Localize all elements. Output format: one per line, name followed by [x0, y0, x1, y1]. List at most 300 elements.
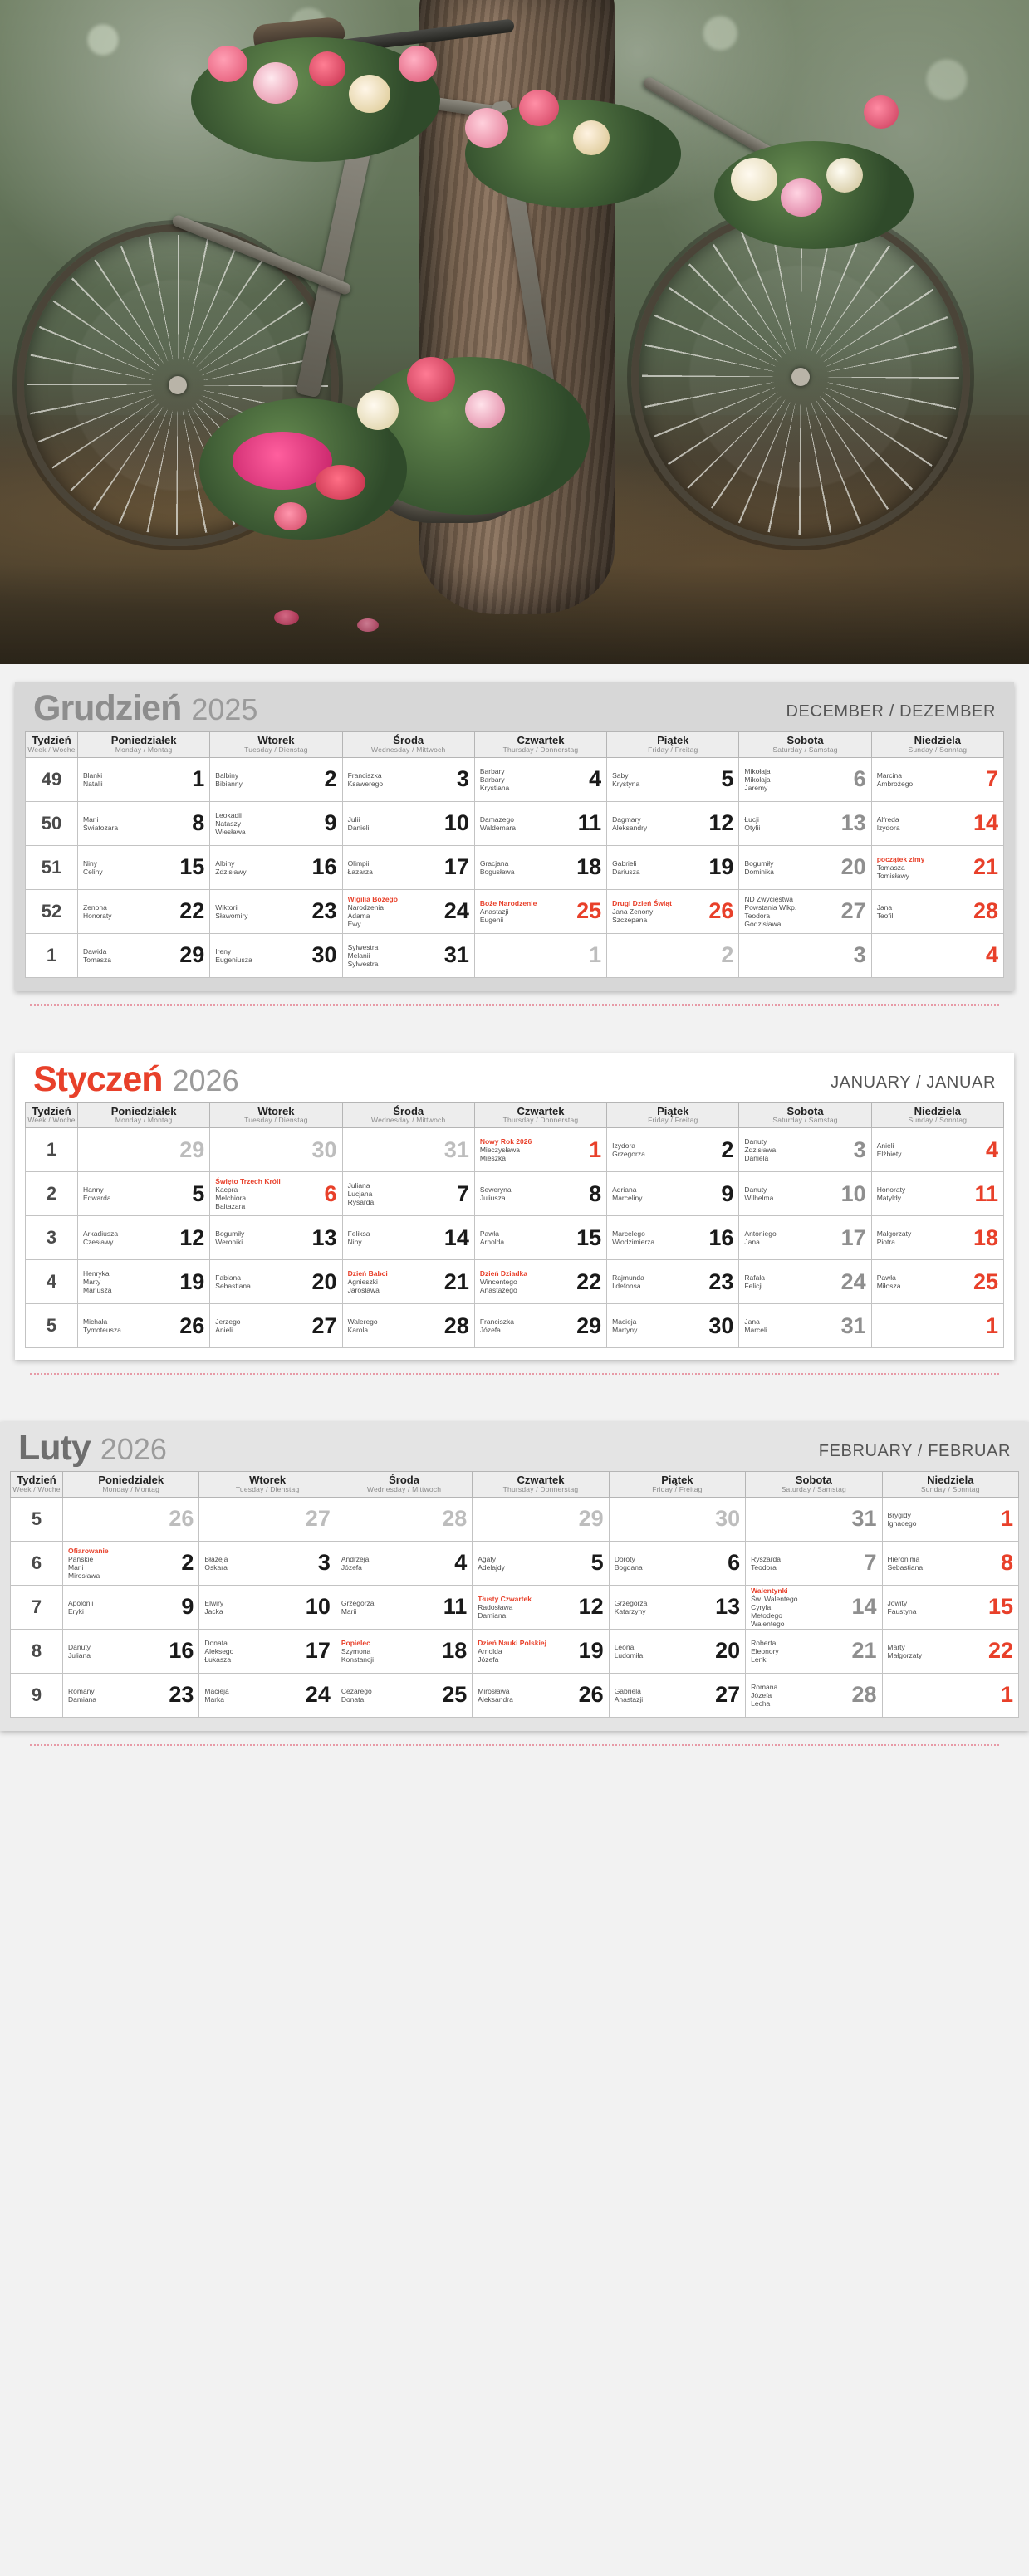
name-line: Sylwestra [347, 942, 379, 951]
name-line: Oskara [204, 1562, 228, 1572]
column-header-niedziela: Niedziela Sunday / Sonntag [882, 1472, 1018, 1498]
day-cell-inner [744, 1216, 865, 1259]
table-row [26, 1172, 1004, 1216]
day-names [888, 1555, 924, 1572]
day-number: 23 [708, 1268, 734, 1294]
day-cell-inner [877, 758, 998, 801]
name-line: Marka [204, 1694, 225, 1703]
day-cell-inner [204, 1542, 330, 1585]
day-cell-inner [744, 758, 865, 801]
wheel-hub [169, 376, 187, 394]
day-number: 1 [985, 1312, 998, 1338]
name-line: Mirosława [68, 1571, 100, 1580]
name-line: Marcina [876, 770, 902, 780]
name-line: Anieli [215, 1326, 233, 1335]
day-cell-inner [744, 1304, 865, 1347]
name-line: Melanii [347, 951, 370, 960]
day-number: 29 [576, 1312, 602, 1338]
day-cell [474, 845, 606, 889]
day-names [888, 1599, 917, 1615]
day-names [348, 815, 370, 832]
day-cell [739, 1216, 871, 1260]
day-cell-inner [744, 1172, 865, 1215]
day-number: 15 [179, 854, 205, 880]
day-names [612, 771, 639, 788]
name-line: Andrzeja [341, 1554, 370, 1563]
day-number: 13 [311, 1224, 337, 1250]
name-line: początek zimy [876, 854, 925, 863]
day-cell-inner [480, 1216, 601, 1259]
day-names [744, 815, 760, 832]
day-number: 6 [728, 1550, 741, 1576]
day-names [204, 1555, 228, 1572]
day-number: 7 [456, 1180, 469, 1206]
day-cell [342, 1128, 474, 1172]
column-header-sub: Week / Woche [12, 1484, 61, 1493]
column-header-sub: Tuesday / Dienstag [244, 1116, 308, 1125]
column-header-sub: Monday / Montag [115, 745, 173, 754]
day-number: 31 [443, 1136, 469, 1162]
day-cell [210, 933, 342, 977]
name-line: Wincentego [479, 1278, 517, 1287]
flower-rose [274, 502, 307, 530]
day-cell [739, 845, 871, 889]
day-cell-inner [348, 890, 469, 933]
name-line: Elwiry [204, 1598, 224, 1607]
day-cell-inner [348, 934, 469, 977]
day-cell-inner [612, 890, 733, 933]
day-cell [871, 1260, 1003, 1304]
day-names [480, 1317, 514, 1334]
column-header-sub: Thursday / Donnerstag [502, 745, 579, 754]
day-names [478, 1595, 532, 1620]
name-line: Agnieszki [347, 1278, 378, 1287]
day-names [744, 1273, 765, 1290]
month-header [15, 682, 1014, 731]
day-number: 20 [715, 1638, 741, 1664]
name-line: Eugenii [479, 915, 504, 924]
name-line: Olimpii [347, 858, 370, 868]
day-cell-inner [478, 1674, 603, 1717]
day-cell-inner [478, 1630, 603, 1673]
name-line: Marii [341, 1606, 357, 1615]
day-number: 15 [576, 1224, 602, 1250]
table-row [26, 1260, 1004, 1304]
name-line: Alfreda [876, 814, 899, 824]
day-cell-inner [877, 1216, 998, 1259]
name-line: Wigilia Bożego [347, 894, 398, 903]
day-names [348, 1317, 378, 1334]
name-line: Teodora [744, 911, 771, 920]
column-header-tydzień: Tydzień Week / Woche [26, 1102, 78, 1128]
name-line: Danuty [744, 1137, 767, 1146]
name-line: Kacpra [215, 1185, 238, 1195]
day-names [744, 1317, 767, 1334]
day-cell [871, 845, 1003, 889]
name-line: Tymoteusza [83, 1326, 121, 1335]
day-cell [609, 1541, 745, 1585]
day-cell [78, 889, 210, 933]
name-line: Adriana [612, 1185, 637, 1195]
month-table [25, 731, 1004, 978]
day-cell [210, 757, 342, 801]
table-row [26, 845, 1004, 889]
day-cell [78, 1172, 210, 1216]
day-cell [78, 801, 210, 845]
column-header-sub: Friday / Freitag [648, 1116, 698, 1125]
day-number: 16 [311, 854, 337, 880]
name-line: Antoniego [744, 1229, 777, 1239]
day-number: 16 [708, 1224, 734, 1250]
name-line: Franciszka [479, 1317, 514, 1327]
day-cell-inner [612, 846, 733, 889]
day-number: 10 [840, 1180, 866, 1206]
day-cell [336, 1629, 472, 1673]
day-cell [63, 1629, 199, 1673]
holiday-label: Święto Trzech Króli [215, 1177, 281, 1186]
name-line: Walentynki [751, 1586, 788, 1595]
day-cell [607, 1260, 739, 1304]
day-number: 16 [169, 1638, 194, 1664]
name-line: Grzegorza [341, 1598, 375, 1607]
day-cell-inner [480, 890, 601, 933]
column-header-sub: Saturday / Samstag [772, 745, 838, 754]
day-cell-inner [612, 1172, 733, 1215]
day-number: 28 [443, 1312, 469, 1338]
column-header-sub: Sunday / Sonntag [908, 745, 968, 754]
day-names [68, 1687, 96, 1703]
name-line: Anieli [876, 1141, 894, 1151]
name-line: Mirosława [478, 1686, 510, 1695]
column-header-wtorek: Wtorek Tuesday / Dienstag [199, 1472, 336, 1498]
day-cell [63, 1541, 199, 1585]
name-line: Roberta [751, 1638, 777, 1647]
name-line: Ewy [347, 919, 361, 928]
day-cell-inner [83, 1216, 204, 1259]
name-line: Małgorzaty [887, 1650, 923, 1659]
day-names [215, 859, 246, 876]
day-cell [746, 1585, 882, 1629]
day-cell-inner [478, 1586, 603, 1629]
day-cell [63, 1673, 199, 1717]
day-names [215, 1273, 251, 1290]
day-cell-inner [744, 1260, 865, 1303]
day-names [480, 859, 515, 876]
month-header [15, 1053, 1014, 1102]
day-number: 17 [443, 854, 469, 880]
day-cell [336, 1541, 472, 1585]
day-names [877, 815, 900, 832]
column-header-tydzień: Tydzień Week / Woche [11, 1472, 63, 1498]
flower-rose [316, 465, 365, 500]
day-cell [342, 801, 474, 845]
day-cell [63, 1497, 199, 1541]
day-cell [607, 1128, 739, 1172]
day-number: 25 [576, 898, 602, 924]
name-line: Adama [347, 911, 370, 920]
day-cell-inner [480, 934, 601, 977]
column-header-sub: Week / Woche [27, 1116, 76, 1125]
name-line: Macieja [612, 1317, 637, 1327]
day-names [877, 1273, 901, 1290]
name-line: Szymona [341, 1646, 371, 1655]
day-cell-inner [348, 1304, 469, 1347]
day-number: 11 [577, 810, 602, 836]
name-line: Czesławy [83, 1238, 114, 1247]
day-names [83, 815, 118, 832]
column-header-sub: Saturday / Samstag [781, 1484, 846, 1493]
day-cell [210, 889, 342, 933]
day-names [341, 1639, 374, 1664]
day-cell [607, 801, 739, 845]
column-header-sobota: Sobota Saturday / Samstag [739, 1102, 871, 1128]
name-line: Arnolda [478, 1646, 502, 1655]
day-names [751, 1555, 781, 1572]
calendar-blocks [0, 682, 1029, 1954]
name-line: Mikołaja [744, 775, 771, 784]
day-cell-inner [612, 802, 733, 845]
day-number: 29 [179, 1136, 205, 1162]
day-cell-inner [480, 1304, 601, 1347]
month-block-february [0, 1422, 1029, 1731]
day-number: 29 [179, 942, 205, 968]
name-line: Światozara [83, 823, 119, 832]
day-cell [871, 889, 1003, 933]
day-cell-inner [612, 758, 733, 801]
name-line: Zdzisławy [215, 867, 247, 876]
name-line: Krystiana [479, 783, 510, 792]
day-cell-inner [480, 1128, 601, 1171]
table-row [11, 1541, 1019, 1585]
day-number: 30 [311, 1136, 337, 1162]
name-line: Juliana [68, 1650, 91, 1659]
day-cell-inner [83, 1128, 204, 1171]
day-cell [342, 1216, 474, 1260]
day-number: 21 [443, 1268, 469, 1294]
day-cell [474, 757, 606, 801]
day-cell [882, 1629, 1018, 1673]
day-names [751, 1683, 777, 1708]
day-cell-inner [68, 1630, 194, 1673]
day-cell-inner [68, 1498, 194, 1541]
day-cell-inner [480, 846, 601, 889]
table-row [11, 1673, 1019, 1717]
name-line: Jana Zenony [612, 907, 654, 916]
column-header-sobota: Sobota Saturday / Samstag [739, 732, 871, 758]
day-names [744, 1137, 776, 1162]
week-number: 4 [26, 1260, 78, 1304]
column-header-sub: Saturday / Samstag [772, 1116, 838, 1125]
day-number: 26 [179, 1312, 205, 1338]
day-cell-inner [480, 758, 601, 801]
day-cell-inner [204, 1630, 330, 1673]
day-names [215, 947, 252, 964]
name-line: Łukasza [204, 1655, 232, 1664]
name-line: Zdzisława [744, 1146, 777, 1155]
day-cell-inner [215, 1304, 336, 1347]
name-line: Pańskie [68, 1554, 94, 1563]
name-line: Grzegorza [614, 1598, 648, 1607]
day-names [348, 1269, 388, 1294]
day-cell-inner [215, 758, 336, 801]
day-cell [342, 1304, 474, 1348]
day-number: 23 [169, 1682, 194, 1708]
day-number: 2 [324, 766, 337, 792]
day-names [204, 1599, 223, 1615]
name-line: Danuty [744, 1185, 767, 1195]
day-cell-inner [612, 1216, 733, 1259]
column-header-sub: Wednesday / Mittwoch [366, 1484, 442, 1493]
name-line: Franciszka [347, 770, 382, 780]
day-names [615, 1555, 643, 1572]
day-cell-inner [751, 1674, 876, 1717]
day-names [83, 1229, 118, 1246]
day-cell-inner [478, 1498, 603, 1541]
month-table-wrap [0, 1471, 1029, 1731]
week-number: 2 [26, 1172, 78, 1216]
table-row [11, 1497, 1019, 1541]
day-number: 24 [305, 1682, 331, 1708]
day-names [83, 771, 103, 788]
day-names [83, 903, 112, 920]
column-header-czwartek: Czwartek Thursday / Donnerstag [474, 732, 606, 758]
day-cell-inner [204, 1674, 330, 1717]
day-number: 6 [324, 1180, 337, 1206]
day-cell-inner [615, 1630, 740, 1673]
day-number: 10 [305, 1594, 331, 1620]
day-names [744, 767, 770, 792]
day-names [751, 1639, 779, 1664]
day-cell [342, 757, 474, 801]
day-cell-inner [83, 934, 204, 977]
name-line: Józefa [341, 1562, 362, 1572]
name-line: Wiktorii [215, 902, 239, 912]
day-cell [473, 1629, 609, 1673]
day-cell-inner [348, 1128, 469, 1171]
day-number: 25 [442, 1682, 468, 1708]
name-line: Niny [347, 1238, 362, 1247]
day-number: 7 [864, 1550, 877, 1576]
name-line: Św. Walentego [751, 1594, 798, 1603]
day-number: 4 [454, 1550, 468, 1576]
name-line: Apolonii [68, 1598, 94, 1607]
name-line: Faustyna [887, 1606, 917, 1615]
day-names [612, 899, 672, 924]
day-cell [882, 1585, 1018, 1629]
name-line: Marcelego [612, 1229, 645, 1239]
day-number: 22 [576, 1268, 602, 1294]
day-names [877, 1141, 902, 1158]
name-line: Dzień Babci [347, 1269, 388, 1278]
day-cell-inner [68, 1542, 194, 1585]
name-line: Marty [887, 1642, 905, 1651]
day-number: 10 [443, 810, 469, 836]
column-header-sub: Monday / Montag [102, 1484, 160, 1493]
name-line: Marty [83, 1278, 101, 1287]
day-cell [78, 757, 210, 801]
name-line: Dagmary [612, 814, 641, 824]
day-cell [607, 1304, 739, 1348]
day-cell [474, 1216, 606, 1260]
column-header-sub: Tuesday / Dienstag [235, 1484, 300, 1493]
day-names [68, 1547, 109, 1580]
day-cell [739, 1304, 871, 1348]
column-header-poniedziałek: Poniedziałek Monday / Montag [78, 1102, 210, 1128]
day-number: 30 [715, 1506, 741, 1532]
day-number: 8 [589, 1180, 602, 1206]
name-line: Ignacego [887, 1518, 917, 1528]
day-number: 5 [192, 1180, 205, 1206]
week-number: 6 [11, 1541, 63, 1585]
name-line: Katarzyny [614, 1606, 646, 1615]
day-cell-inner [751, 1542, 876, 1585]
column-header-sub: Monday / Montag [115, 1116, 173, 1125]
day-cell-inner [877, 1128, 998, 1171]
month-name: Luty [18, 1428, 91, 1469]
day-cell-inner [204, 1498, 330, 1541]
name-line: Leokadii [215, 810, 242, 819]
name-line: Daniela [744, 1154, 769, 1163]
day-names [751, 1586, 797, 1628]
day-number: 24 [443, 898, 469, 924]
week-number: 3 [26, 1216, 78, 1260]
day-number: 17 [305, 1638, 331, 1664]
name-line: Walerego [347, 1317, 378, 1327]
name-line: Bogusława [479, 867, 515, 876]
name-line: Albiny [215, 858, 235, 868]
table-row [26, 1128, 1004, 1172]
day-number: 22 [987, 1638, 1013, 1664]
day-names [615, 1643, 644, 1659]
name-line: Izydora [876, 823, 900, 832]
column-header-sub: Tuesday / Dienstag [244, 745, 308, 754]
day-cell [739, 889, 871, 933]
name-line: Donata [204, 1638, 228, 1647]
name-line: Metodego [751, 1611, 782, 1620]
name-line: Danuty [68, 1642, 91, 1651]
name-line: Saby [612, 770, 629, 780]
name-line: Walentego [751, 1619, 785, 1628]
day-cell [210, 1260, 342, 1304]
name-line: Rajmunda [612, 1273, 644, 1283]
day-cell [473, 1497, 609, 1541]
name-line: Rafała [744, 1273, 765, 1283]
flower-daisy [349, 75, 390, 113]
day-number: 12 [578, 1594, 604, 1620]
name-line: Jana [744, 1317, 760, 1327]
table-row [11, 1585, 1019, 1629]
month-header [0, 1422, 1029, 1471]
day-cell [210, 1216, 342, 1260]
day-number: 19 [179, 1268, 205, 1294]
day-cell [210, 801, 342, 845]
name-line: Cyryla [751, 1602, 772, 1611]
day-number: 20 [840, 854, 866, 880]
day-names [877, 771, 913, 788]
flower-rose [781, 178, 822, 217]
column-header-piątek: Piątek Friday / Freitag [607, 1102, 739, 1128]
day-number: 9 [721, 1180, 734, 1206]
perforation-line [30, 1004, 999, 1007]
day-cell-inner [348, 758, 469, 801]
name-line: Dawida [83, 946, 107, 956]
day-number: 30 [708, 1312, 734, 1338]
name-line: Damiana [478, 1611, 507, 1620]
day-cell-inner [68, 1586, 194, 1629]
month-alt-names: FEBRUARY / FEBRUAR [818, 1442, 1011, 1461]
month-block-january [15, 1053, 1014, 1361]
day-number: 14 [973, 810, 998, 836]
